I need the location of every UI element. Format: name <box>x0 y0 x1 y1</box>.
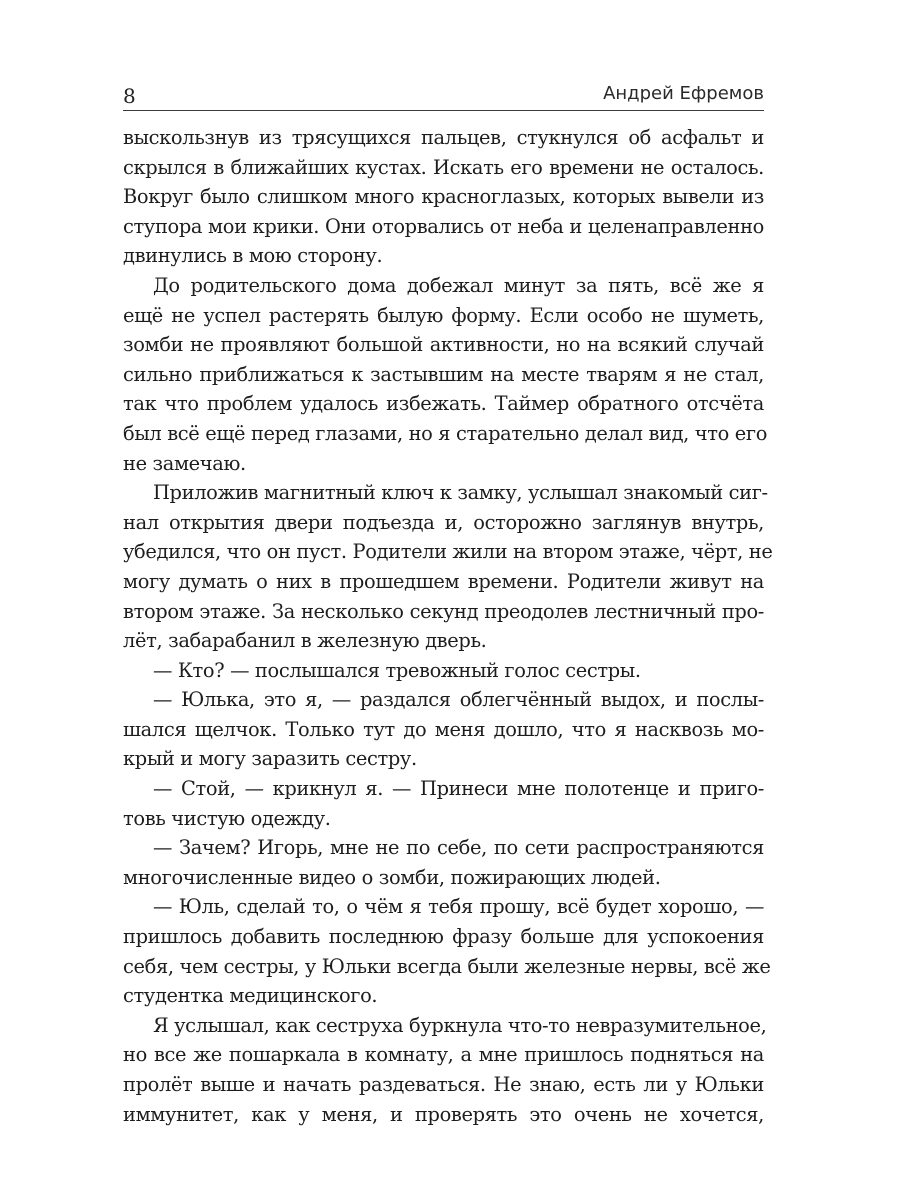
text-line: — Кто? — послышался тревожный голос сестры. <box>153 658 641 682</box>
text-line: убедился, что он пуст. Родители жили на втором этаже, чёрт, не <box>123 540 773 564</box>
text-line: сильно приближаться к застывшим на месте тварям я не стал, <box>123 362 764 386</box>
text-line: выскользнув из трясущихся пальцев, стукнулся об асфальт и <box>123 126 764 149</box>
text-line: — Юлька, это я, — раздался облегчённый выдох, и послы- <box>153 688 764 712</box>
text-line: До родительского дома добежал минут за пять, всё же я <box>153 273 764 297</box>
text-line: ещё не успел растерять былую форму. Если особо не шуметь, <box>123 303 764 327</box>
text-line: студентка медицинского. <box>123 984 378 1008</box>
paragraph <box>123 833 764 892</box>
paragraph <box>123 656 764 686</box>
text-line: шался щелчок. Только тут до меня дошло, что я насквозь мо- <box>123 717 764 741</box>
body-text <box>123 123 773 1129</box>
text-line: втором этаже. За несколько секунд преодолев лестничный про- <box>123 599 764 623</box>
text-line: лёт, забарабанил в железную дверь. <box>123 629 487 653</box>
text-line: Я услышал, как сеструха буркнула что-то невразумительное, <box>153 1013 767 1037</box>
text-line: многочисленные видео о зомби, пожирающих людей. <box>123 865 661 889</box>
text-line: товь чистую одежду. <box>123 806 331 830</box>
text-line: — Юль, сделай то, о чём я тебя прошу, всё будет хорошо, — <box>153 895 764 919</box>
text-line: так что проблем удалось избежать. Таймер обратного отсчёта <box>123 392 764 416</box>
text-line: ступора мои крики. Они оторвались от неба и целенаправленно <box>123 214 764 238</box>
running-head-author: Андрей Ефремов <box>603 83 764 104</box>
paragraph <box>123 892 771 1010</box>
text-line: — Стой, — крикнул я. — Принеси мне полотенце и приго- <box>153 777 764 801</box>
text-line: был всё ещё перед глазами, но я старательно делал вид, что его <box>123 421 768 445</box>
paragraph <box>123 478 773 656</box>
text-line: Приложив магнитный ключ к замку, услышал знакомый сиг- <box>153 481 768 505</box>
text-line: — Зачем? Игорь, мне не по себе, по сети распространяются <box>153 836 764 860</box>
text-line: зомби не проявляют большой активности, но на всякий случай <box>123 333 764 357</box>
paragraph <box>123 271 768 478</box>
paragraph <box>123 1011 767 1129</box>
text-line: могу думать о них в прошедшем времени. Родители живут на <box>123 569 764 593</box>
text-line: Вокруг было слишком много красноглазых, которых вывели из <box>123 185 764 209</box>
text-line: двинулись в мою сторону. <box>123 244 383 268</box>
text-line: пролёт выше и начать раздеваться. Не знаю, есть ли у Юльки <box>123 1073 764 1096</box>
paragraph <box>123 774 764 833</box>
text-line: пришлось добавить последнюю фразу больше для успокоения <box>123 925 764 949</box>
text-line: скрылся в ближайших кустах. Искать его времени не осталось. <box>123 155 764 179</box>
page-header <box>123 78 764 108</box>
text-line: иммунитет, как у меня, и проверять это очень не хочется, <box>123 1102 764 1126</box>
paragraph <box>123 685 764 774</box>
text-line: крый и могу заразить сестру. <box>123 747 417 771</box>
text-line: себя, чем сестры, у Юльки всегда были железные нервы, всё же <box>123 954 771 978</box>
page-number: 8 <box>123 84 136 108</box>
text-line: но все же пошаркала в комнату, а мне пришлось подняться на <box>123 1043 764 1067</box>
text-line: нал открытия двери подъезда и, осторожно заглянув внутрь, <box>123 510 764 534</box>
paragraph <box>123 123 764 271</box>
text-line: не замечаю. <box>123 451 246 475</box>
header-divider <box>123 110 764 111</box>
